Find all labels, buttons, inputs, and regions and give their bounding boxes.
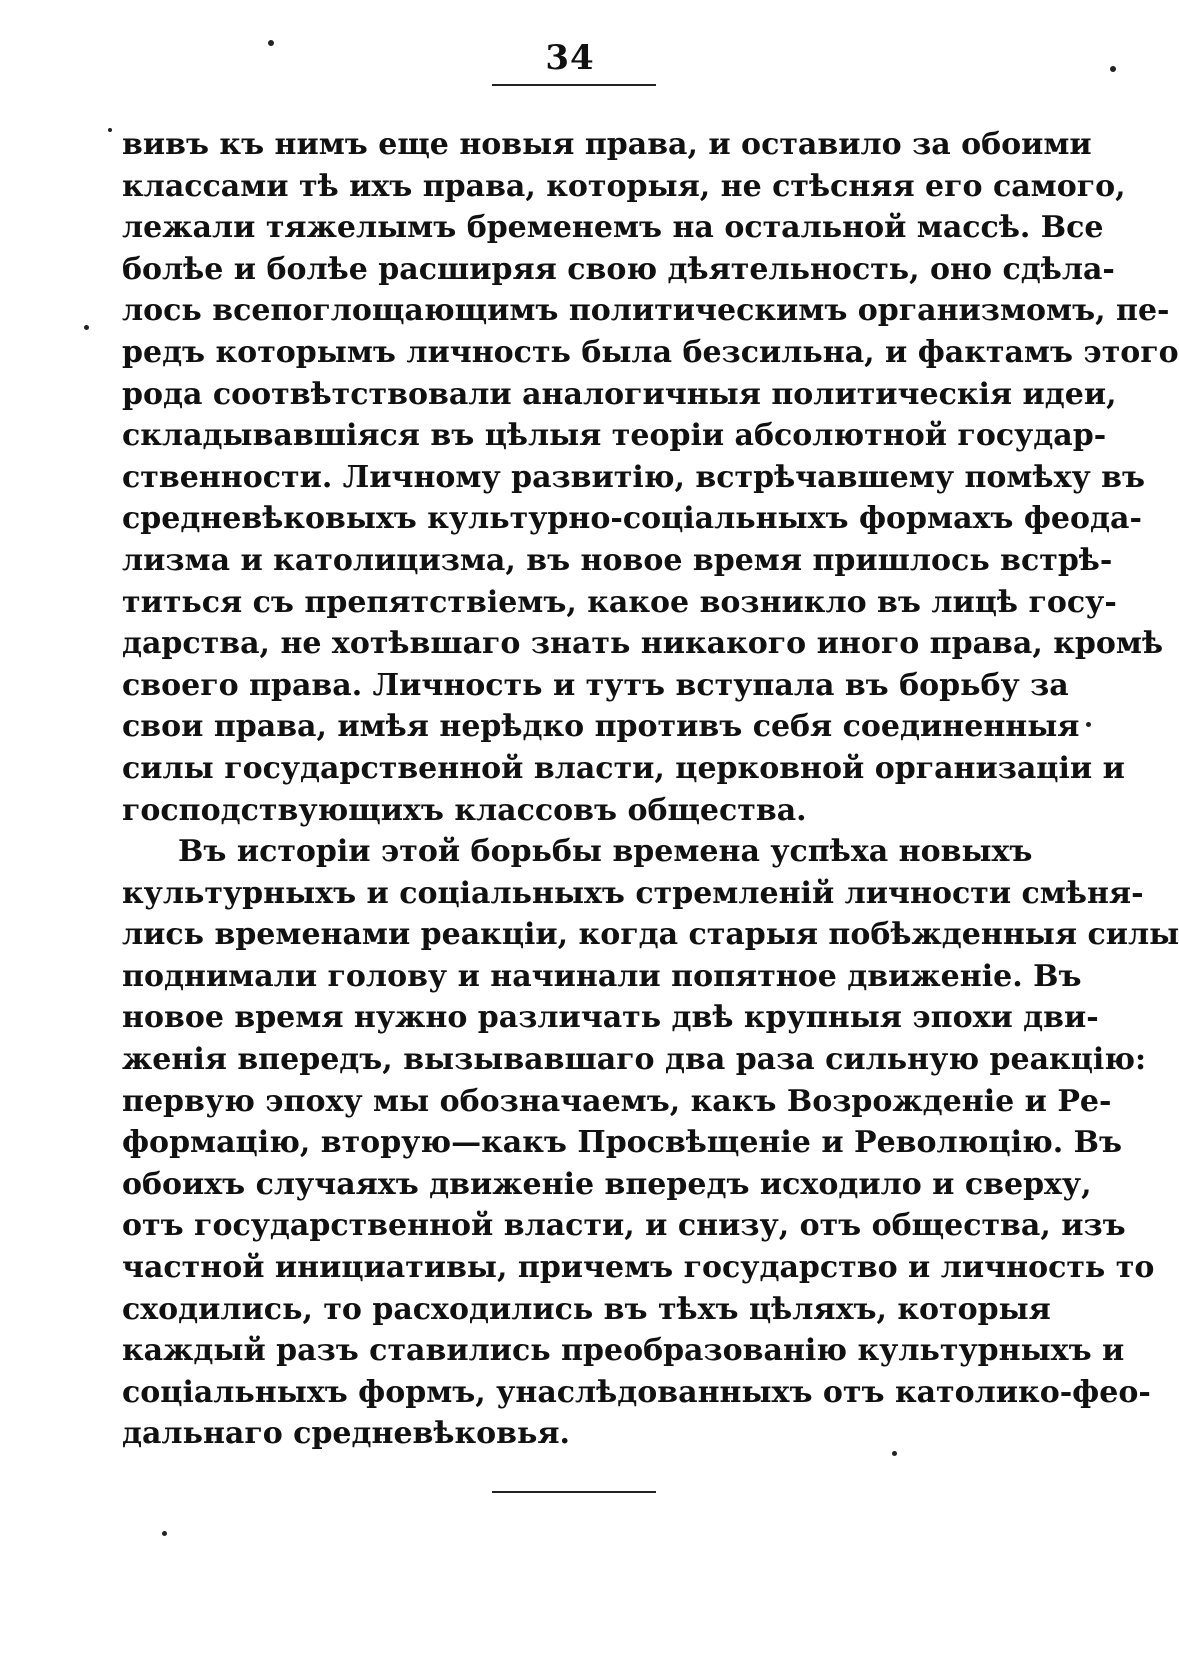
text-line: лось всепоглощающимъ политическимъ организмомъ, пе-: [122, 293, 1170, 329]
page-number: 34: [545, 38, 595, 78]
text-line: болѣе и болѣе расширяя свою дѣятельность, оно сдѣла-: [122, 251, 1115, 287]
text-line: классами тѣ ихъ права, которыя, не стѣсняя его самого,: [122, 168, 1126, 204]
paragraph: [122, 124, 1179, 831]
text-line: свои права, имѣя нерѣдко противъ себя соединенныя: [122, 709, 1080, 745]
footer-rule: [492, 1491, 656, 1493]
text-line: лизма и католицизма, въ новое время пришлось встрѣ-: [122, 542, 1113, 578]
text-line: поднимали голову и начинали попятное движеніе. Въ: [122, 958, 1082, 994]
text-line: ственности. Личному развитію, встрѣчавшему помѣху въ: [122, 459, 1145, 495]
print-speck: [1110, 66, 1116, 72]
text-line: Въ исторіи этой борьбы времена успѣха новыхъ: [178, 834, 1033, 870]
text-line: отъ государственной власти, и снизу, отъ общества, изъ: [122, 1208, 1126, 1244]
text-line: каждый разъ ставились преобразованію культурныхъ и: [122, 1333, 1125, 1369]
text-line: женія впередъ, вызывавшаго два раза сильную реакцію:: [122, 1042, 1147, 1078]
text-line: обоихъ случаяхъ движеніе впередъ исходило и сверху,: [122, 1166, 1092, 1202]
text-line: титься съ препятствіемъ, какое возникло въ лицѣ госу-: [122, 584, 1117, 620]
text-line: лежали тяжелымъ бременемъ на остальной массѣ. Все: [122, 210, 1104, 246]
text-line: средневѣковыхъ культурно-соціальныхъ формахъ феода-: [122, 501, 1142, 537]
body-text: [122, 124, 1179, 1455]
text-line: соціальныхъ формъ, унаслѣдованныхъ отъ католико-фео-: [122, 1374, 1151, 1410]
text-line: культурныхъ и соціальныхъ стремленій личности смѣня-: [122, 875, 1144, 911]
text-line: первую эпоху мы обозначаемъ, какъ Возрожденіе и Ре-: [122, 1083, 1112, 1119]
text-line: лись временами реакціи, когда старыя побѣжденныя силы: [122, 917, 1179, 953]
text-line: силы государственной власти, церковной организаціи и: [122, 750, 1125, 786]
print-speck: [892, 1451, 897, 1456]
text-line: новое время нужно различать двѣ крупныя эпохи дви-: [122, 1000, 1099, 1036]
print-speck: [84, 325, 89, 330]
text-line: рода соотвѣтствовали аналогичныя политическія идеи,: [122, 376, 1117, 412]
print-speck: [1086, 722, 1091, 727]
text-line: вивъ къ нимъ еще новыя права, и оставило за обоими: [122, 127, 1092, 162]
print-speck: [108, 128, 112, 132]
text-line: своего права. Личность и тутъ вступала въ борьбу за: [122, 667, 1069, 703]
text-line: формацію, вторую—какъ Просвѣщеніе и Революцію. Въ: [122, 1125, 1123, 1161]
text-line: складывавшіяся въ цѣлыя теоріи абсолютной государ-: [122, 418, 1107, 454]
text-line: дальнаго средневѣковья.: [122, 1416, 570, 1452]
text-line: частной инициативы, причемъ государство и личность то: [122, 1250, 1155, 1286]
text-line: сходились, то расходились въ тѣхъ цѣляхъ, которыя: [122, 1291, 1051, 1327]
print-speck: [268, 40, 274, 46]
header-rule: [492, 84, 656, 86]
text-line: дарства, не хотѣвшаго знать никакого иного права, кромѣ: [122, 626, 1164, 662]
print-speck: [162, 1531, 167, 1536]
text-line: редъ которымъ личность была безсильна, и фактамъ этого: [122, 334, 1179, 370]
text-line: господствующихъ классовъ общества.: [122, 792, 807, 828]
paragraph: [122, 831, 1179, 1455]
